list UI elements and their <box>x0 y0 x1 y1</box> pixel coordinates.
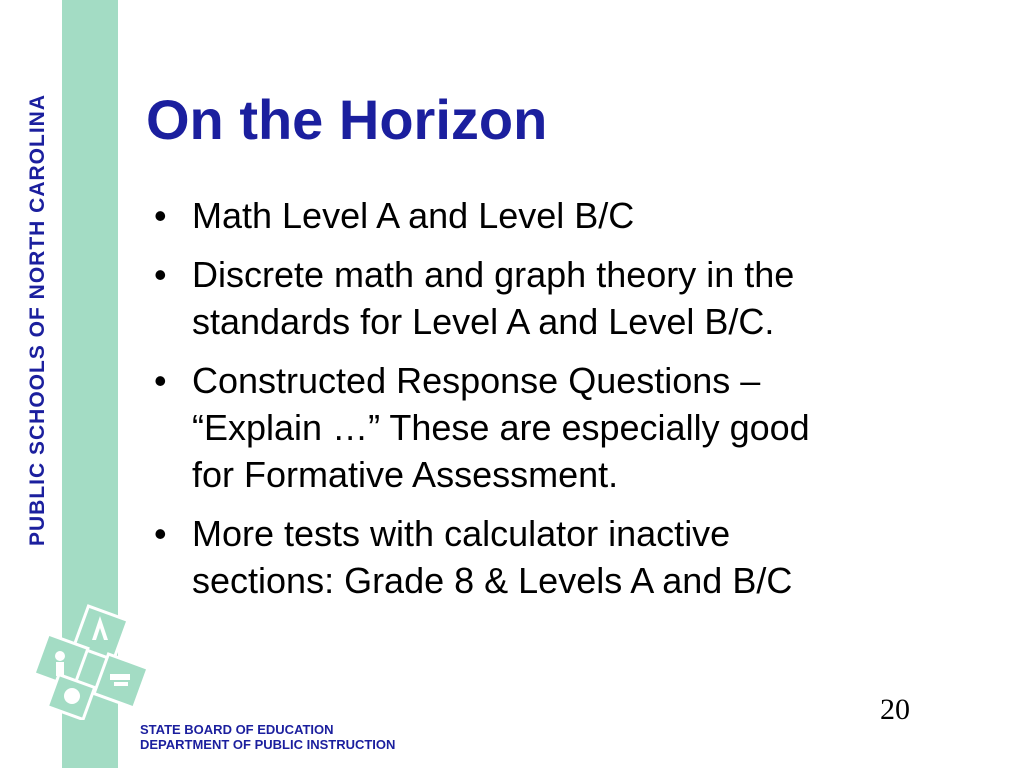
bullet-item <box>150 251 990 345</box>
bullet-line: “Explain …” These are especially good <box>192 407 810 448</box>
bullet-line: More tests with calculator inactive <box>192 513 731 554</box>
bullet-line: sections: Grade 8 & Levels A and B/C <box>192 560 793 601</box>
bullet-line: Constructed Response Questions – <box>192 360 761 401</box>
bullet-item <box>150 510 990 604</box>
side-label: PUBLIC SCHOOLS OF NORTH CAROLINA <box>26 94 49 546</box>
footer <box>140 722 395 752</box>
page-number: 20 <box>880 693 910 726</box>
bullet-list <box>150 192 990 616</box>
bullet-line: Discrete math and graph theory in the <box>192 254 795 295</box>
nc-schools-emblem-icon <box>30 600 160 720</box>
bullet-item <box>150 192 990 239</box>
bullet-line: standards for Level A and Level B/C. <box>192 301 775 342</box>
bullet-line: Math Level A and Level B/C <box>192 195 635 236</box>
bullet-glyph: • <box>154 513 167 554</box>
bullet-item <box>150 357 990 498</box>
slide-title: On the Horizon <box>146 88 548 151</box>
bullet-line: for Formative Assessment. <box>192 454 619 495</box>
footer-line-board: STATE BOARD OF EDUCATION <box>140 722 334 737</box>
bullet-glyph: • <box>154 360 167 401</box>
bullet-glyph: • <box>154 195 167 236</box>
footer-line-department: DEPARTMENT OF PUBLIC INSTRUCTION <box>140 737 396 752</box>
bullet-glyph: • <box>154 254 167 295</box>
